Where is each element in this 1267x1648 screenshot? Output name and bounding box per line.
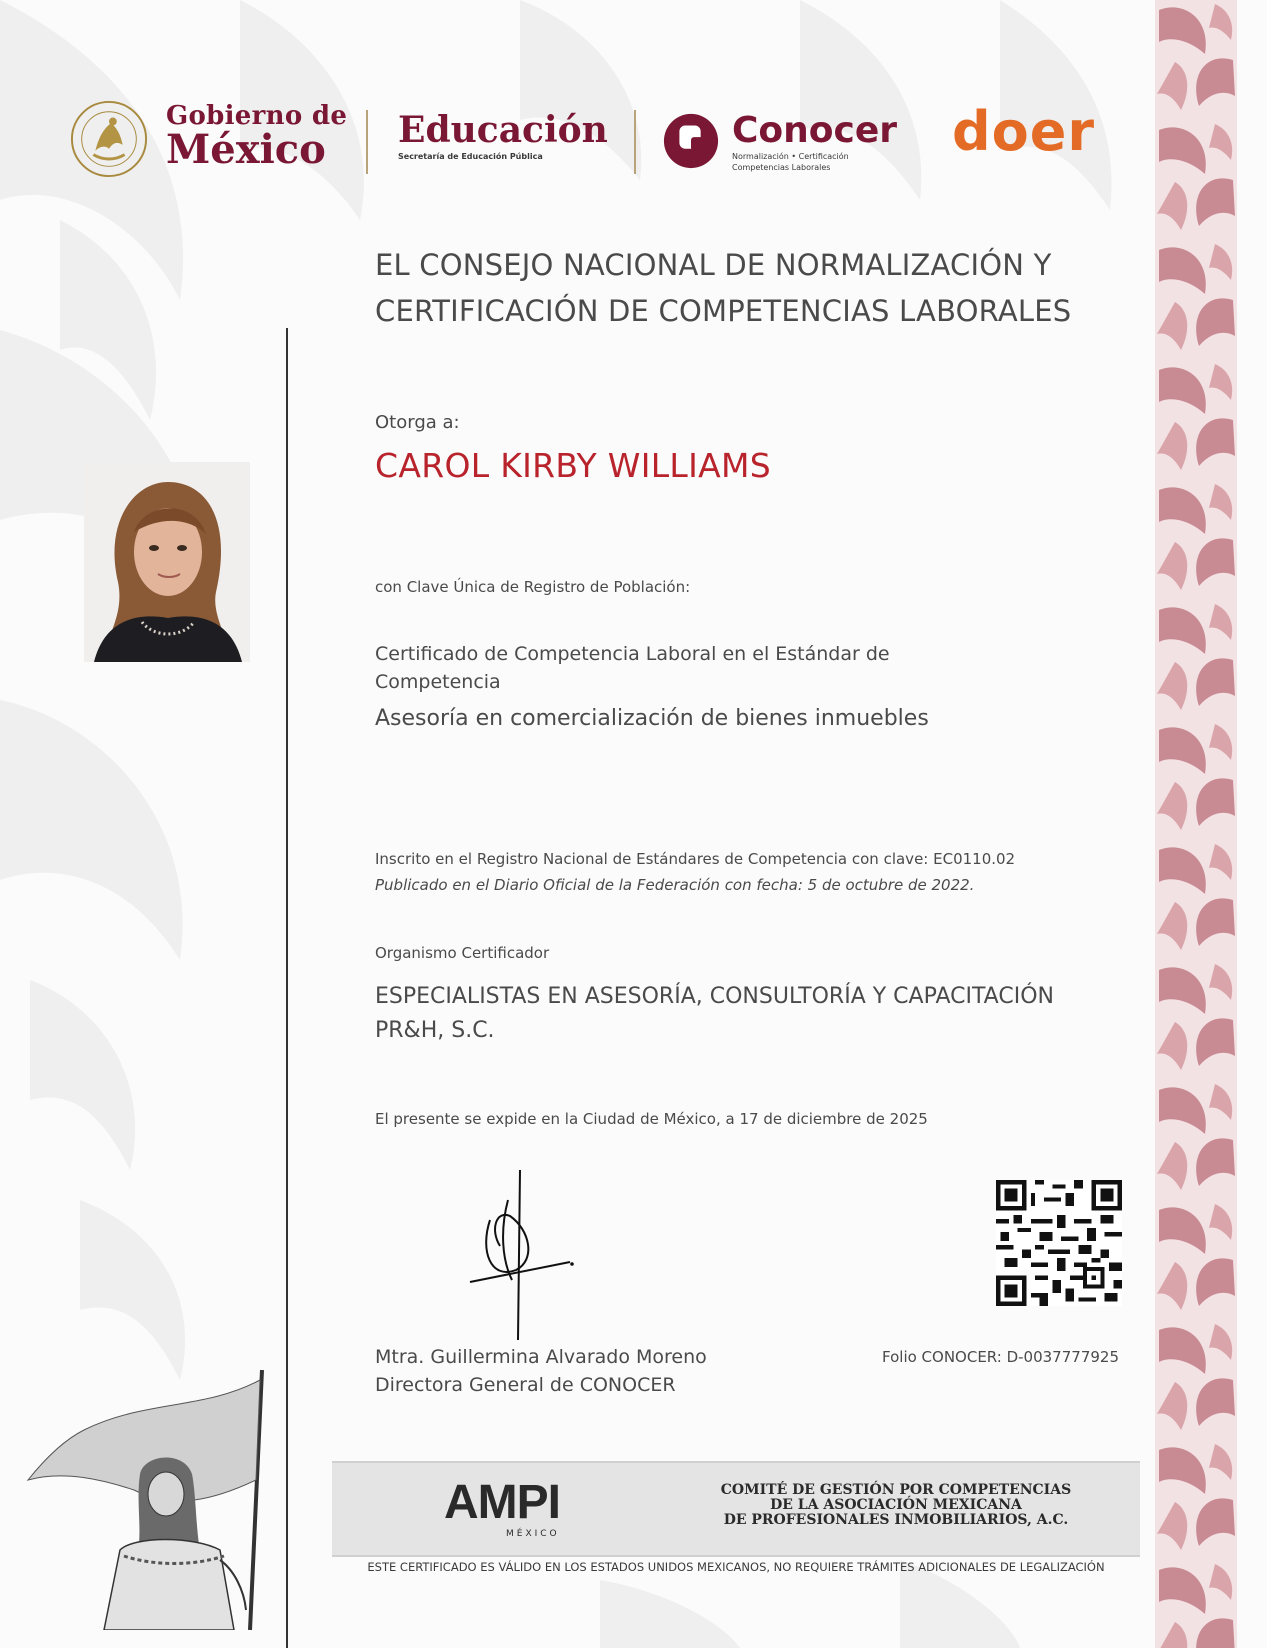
ampi-line2: DE LA ASOCIACIÓN MEXICANA <box>770 1497 1022 1513</box>
certificate-label: Certificado de Competencia Laboral en el Estándar de Competencia <box>375 643 890 693</box>
recipient-name: CAROL KIRBY WILLIAMS <box>375 446 772 485</box>
certificate-heading <box>375 242 1135 334</box>
org-line2: PR&H, S.C. <box>375 1018 495 1043</box>
divider-line <box>286 328 288 1648</box>
ampi-committee <box>716 1483 1076 1528</box>
conocer-title: Conocer <box>732 110 898 151</box>
org-label: Organismo Certificador <box>375 944 550 962</box>
director-title: Directora General de CONOCER <box>375 1374 676 1396</box>
doer-logo: doer <box>952 100 1096 163</box>
educacion-logo <box>398 110 608 161</box>
published-text: Publicado en el Diario Oficial de la Federación con fecha: 5 de octubre de 2022. <box>375 876 975 894</box>
conocer-sub2: Competencias Laborales <box>732 163 831 172</box>
director-signature <box>460 1170 580 1342</box>
edu-title: Educación <box>398 109 608 151</box>
gobierno-logo <box>166 101 348 173</box>
ampi-line1: COMITÉ DE GESTIÓN POR COMPETENCIAS <box>720 1482 1072 1498</box>
heading-line1: EL CONSEJO NACIONAL DE NORMALIZACIÓN Y <box>375 248 1052 282</box>
org-line1: ESPECIALISTAS EN ASESORÍA, CONSULTORÍA Y CAPACITACIÓN <box>375 984 1054 1009</box>
registry-text: Inscrito en el Registro Nacional de Estándares de Competencia con clave: EC0110.02 <box>375 850 1016 868</box>
conocer-logo <box>732 112 897 172</box>
qr-code[interactable] <box>996 1180 1122 1306</box>
logo-separator <box>366 110 368 174</box>
otorga-label: Otorga a: <box>375 412 460 433</box>
validity-footer: ESTE CERTIFICADO ES VÁLIDO EN LOS ESTADOS UNIDOS MEXICANOS, NO REQUIERE TRÁMITES ADICIONALES DE LEGALIZACIÓN <box>367 1560 1105 1574</box>
woman-flag-illustration <box>24 1370 274 1630</box>
ampi-banner <box>332 1461 1140 1557</box>
header-logos <box>66 92 1126 182</box>
logo-separator <box>634 110 636 174</box>
national-seal-icon <box>70 100 148 178</box>
conocer-sub1: Normalización • Certificación <box>732 152 849 161</box>
folio-number: Folio CONOCER: D-0037777925 <box>882 1348 1119 1366</box>
director-name: Mtra. Guillermina Alvarado Moreno <box>375 1346 707 1368</box>
curp-label: con Clave Única de Registro de Población: <box>375 578 691 596</box>
standard-name: Asesoría en comercialización de bienes inmuebles <box>375 706 929 731</box>
gob-line2: México <box>166 126 326 173</box>
gob-line1: Gobierno de <box>166 101 348 131</box>
certifying-organization <box>375 980 1135 1048</box>
ampi-country: MÉXICO <box>506 1529 560 1539</box>
ampi-logo: AMPI <box>444 1476 560 1529</box>
conocer-logo-icon <box>662 112 720 170</box>
issue-statement: El presente se expide en la Ciudad de México, a 17 de diciembre de 2025 <box>375 1110 928 1128</box>
heading-line2: CERTIFICACIÓN DE COMPETENCIAS LABORALES <box>375 294 1072 328</box>
ampi-line3: DE PROFESIONALES INMOBILIARIOS, A.C. <box>723 1512 1069 1528</box>
edu-subtitle: Secretaría de Educación Pública <box>398 152 543 161</box>
person-photo <box>84 462 250 662</box>
decorative-band <box>1155 0 1237 1648</box>
